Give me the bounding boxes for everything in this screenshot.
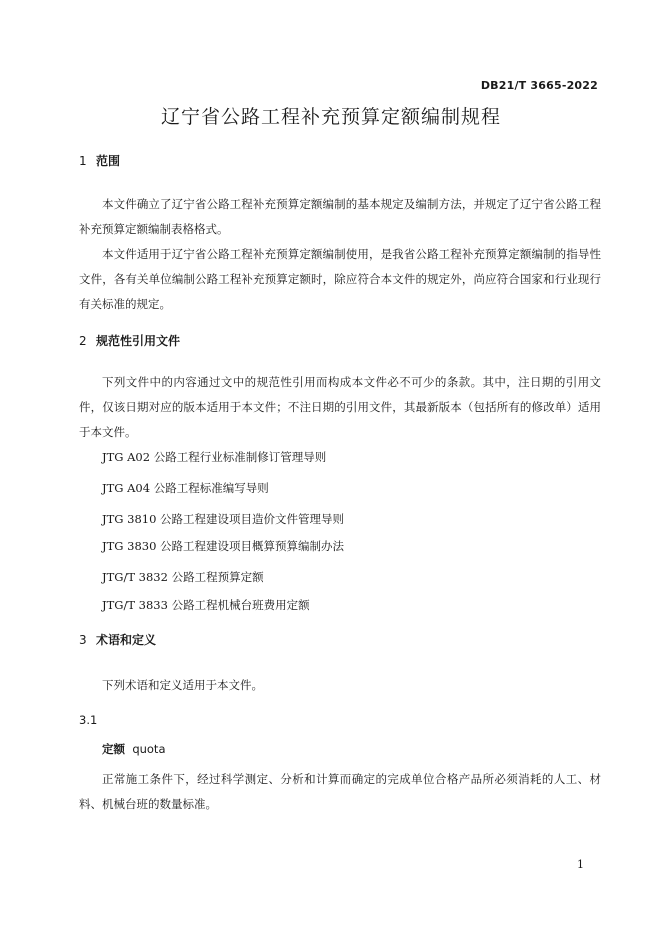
reference-item: JTG 3830 公路工程建设项目概算预算编制办法 xyxy=(102,539,345,553)
term-entry xyxy=(102,741,166,757)
reference-item: JTG/T 3832 公路工程预算定额 xyxy=(102,570,264,584)
reference-item: JTG/T 3833 公路工程机械台班费用定额 xyxy=(102,598,310,612)
standard-code: DB21/T 3665-2022 xyxy=(480,79,598,92)
section-number: 2 xyxy=(79,334,87,348)
paragraph: 下列术语和定义适用于本文件。 xyxy=(102,678,263,692)
reference-item: JTG A04 公路工程标准编写导则 xyxy=(102,481,269,495)
document-title: 辽宁省公路工程补充预算定额编制规程 xyxy=(160,106,501,128)
paragraph: 本文件适用于辽宁省公路工程补充预算定额编制使用，是我省公路工程补充预算定额编制的指导性文件，各有关单位编制公路工程补充预算定额时，除应符合本文件的规定外，尚应符合国家和行业现行有关标准的规定。 xyxy=(79,247,601,311)
section-heading-terms xyxy=(79,631,156,648)
term-chinese: 定额 xyxy=(102,742,125,756)
section-title: 术语和定义 xyxy=(96,633,157,647)
section-number: 3 xyxy=(79,633,87,647)
term-english: quota xyxy=(132,742,166,756)
section-title: 规范性引用文件 xyxy=(96,334,181,348)
section-heading-scope xyxy=(79,152,120,169)
reference-item: JTG A02 公路工程行业标准制修订管理导则 xyxy=(102,450,327,464)
clause-number: 3.1 xyxy=(79,713,98,727)
section-title: 范围 xyxy=(96,154,121,168)
reference-item: JTG 3810 公路工程建设项目造价文件管理导则 xyxy=(102,512,345,526)
definition: 正常施工条件下，经过科学测定、分析和计算而确定的完成单位合格产品所必须消耗的人工、材料、机械台班的数量标准。 xyxy=(79,772,601,811)
paragraph: 本文件确立了辽宁省公路工程补充预算定额编制的基本规定及编制方法，并规定了辽宁省公路工程补充预算定额编制表格格式。 xyxy=(79,197,601,236)
paragraph: 下列文件中的内容通过文中的规范性引用而构成本文件必不可少的条款。其中，注日期的引用文件，仅该日期对应的版本适用于本文件；不注日期的引用文件，其最新版本（包括所有的修改单）适用于本文件。 xyxy=(79,375,601,439)
page-number: 1 xyxy=(577,858,584,871)
section-heading-normative-references xyxy=(79,332,180,349)
section-number: 1 xyxy=(79,154,87,168)
